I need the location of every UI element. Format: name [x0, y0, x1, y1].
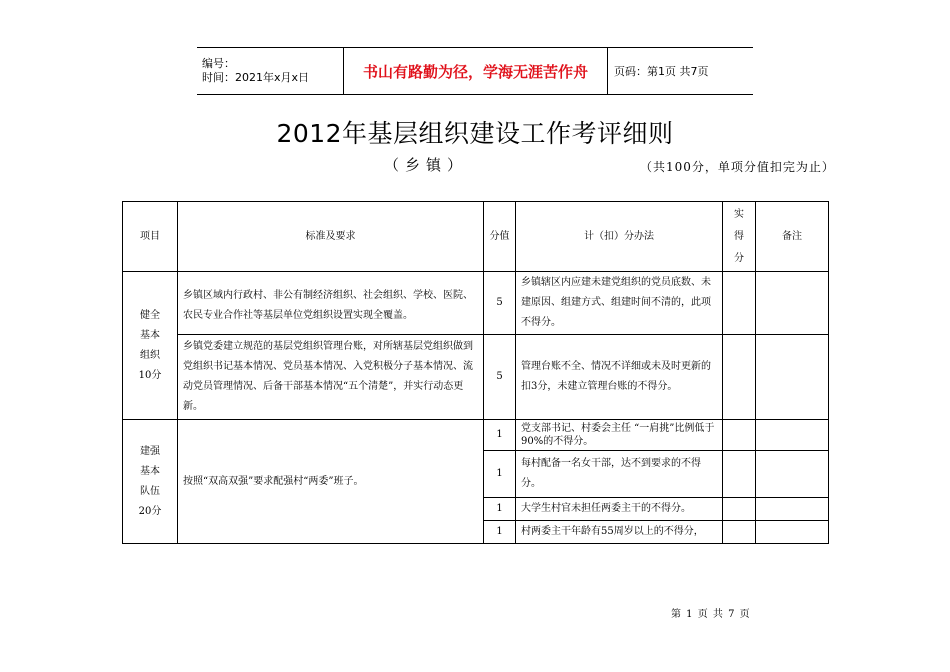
category-line: 10分 [138, 369, 162, 381]
table-row [123, 335, 829, 420]
score-cell: 1 [484, 498, 516, 521]
category-line: 健全 [140, 309, 160, 321]
header-item: 项目 [123, 202, 178, 272]
category-line: 20分 [138, 505, 162, 517]
standard-cell: 按照“双高双强”要求配强村“两委”班子。 [178, 420, 484, 544]
method-cell: 每村配备一名女干部，达不到要求的不得分。 [516, 451, 723, 498]
method-cell: 管理台账不全、情况不详细或未及时更新的扣3分，未建立管理台账的不得分。 [516, 335, 723, 420]
category-line: 基本 [140, 329, 160, 341]
header-meta [197, 48, 344, 95]
header-score: 分值 [484, 202, 516, 272]
header-page-label: 页码：第1页 共7页 [608, 48, 754, 95]
score-cell: 5 [484, 335, 516, 420]
actual-score-cell[interactable] [723, 451, 756, 498]
method-cell: 乡镇辖区内应建未建党组织的党员底数、未建原因、组建方式、组建时间不清的，此项不得分。 [516, 272, 723, 335]
actual-header-char: 实 [734, 208, 744, 220]
actual-score-cell[interactable] [723, 272, 756, 335]
remark-cell[interactable] [756, 498, 829, 521]
header-standard: 标准及要求 [178, 202, 484, 272]
document-title: 2012年基层组织建设工作考评细则 [276, 119, 674, 148]
remark-cell[interactable] [756, 521, 829, 544]
actual-header-char: 得 [734, 230, 744, 242]
method-cell: 党支部书记、村委会主任 “一肩挑”比例低于90%的不得分。 [516, 420, 723, 451]
category-line: 建强 [140, 445, 160, 457]
method-cell: 村两委主干年龄有55周岁以上的不得分， [516, 521, 723, 544]
table-header-row [123, 202, 829, 272]
remark-cell[interactable] [756, 335, 829, 420]
actual-score-cell[interactable] [723, 498, 756, 521]
category-line: 队伍 [140, 485, 160, 497]
actual-score-cell[interactable] [723, 335, 756, 420]
page-header [197, 47, 753, 95]
header-actual-score [723, 202, 756, 272]
table-row [123, 272, 829, 335]
category-cell [123, 420, 178, 544]
time-label: 时间：2021年x月x日 [202, 71, 310, 84]
header-method: 计（扣）分办法 [516, 202, 723, 272]
evaluation-table [122, 201, 829, 544]
score-cell: 1 [484, 420, 516, 451]
remark-cell[interactable] [756, 272, 829, 335]
remark-cell[interactable] [756, 451, 829, 498]
category-line: 基本 [140, 465, 160, 477]
scoring-note: （共100分，单项分值扣完为止） [640, 160, 835, 174]
category-cell [123, 272, 178, 420]
table-row [123, 420, 829, 451]
standard-cell: 乡镇区域内行政村、非公有制经济组织、社会组织、学校、医院、农民专业合作社等基层单位党组织设置实现全覆盖。 [178, 272, 484, 335]
standard-cell: 乡镇党委建立规范的基层党组织管理台账，对所辖基层党组织做到党组织书记基本情况、党员基本情况、入党积极分子基本情况、流动党员管理情况、后备干部基本情况“五个清楚”，并实行动态更新。 [178, 335, 484, 420]
score-cell: 1 [484, 521, 516, 544]
actual-score-cell[interactable] [723, 420, 756, 451]
document-subtitle: （乡镇） [384, 156, 469, 174]
actual-header-char: 分 [734, 252, 744, 264]
method-cell: 大学生村官未担任两委主干的不得分。 [516, 498, 723, 521]
page-footer: 第 1 页 共 7 页 [671, 609, 751, 620]
serial-label: 编号： [202, 57, 235, 70]
header-remark: 备注 [756, 202, 829, 272]
category-line: 组织 [140, 349, 160, 361]
score-cell: 5 [484, 272, 516, 335]
actual-score-cell[interactable] [723, 521, 756, 544]
score-cell: 1 [484, 451, 516, 498]
header-motto: 书山有路勤为径，学海无涯苦作舟 [344, 48, 608, 95]
remark-cell[interactable] [756, 420, 829, 451]
